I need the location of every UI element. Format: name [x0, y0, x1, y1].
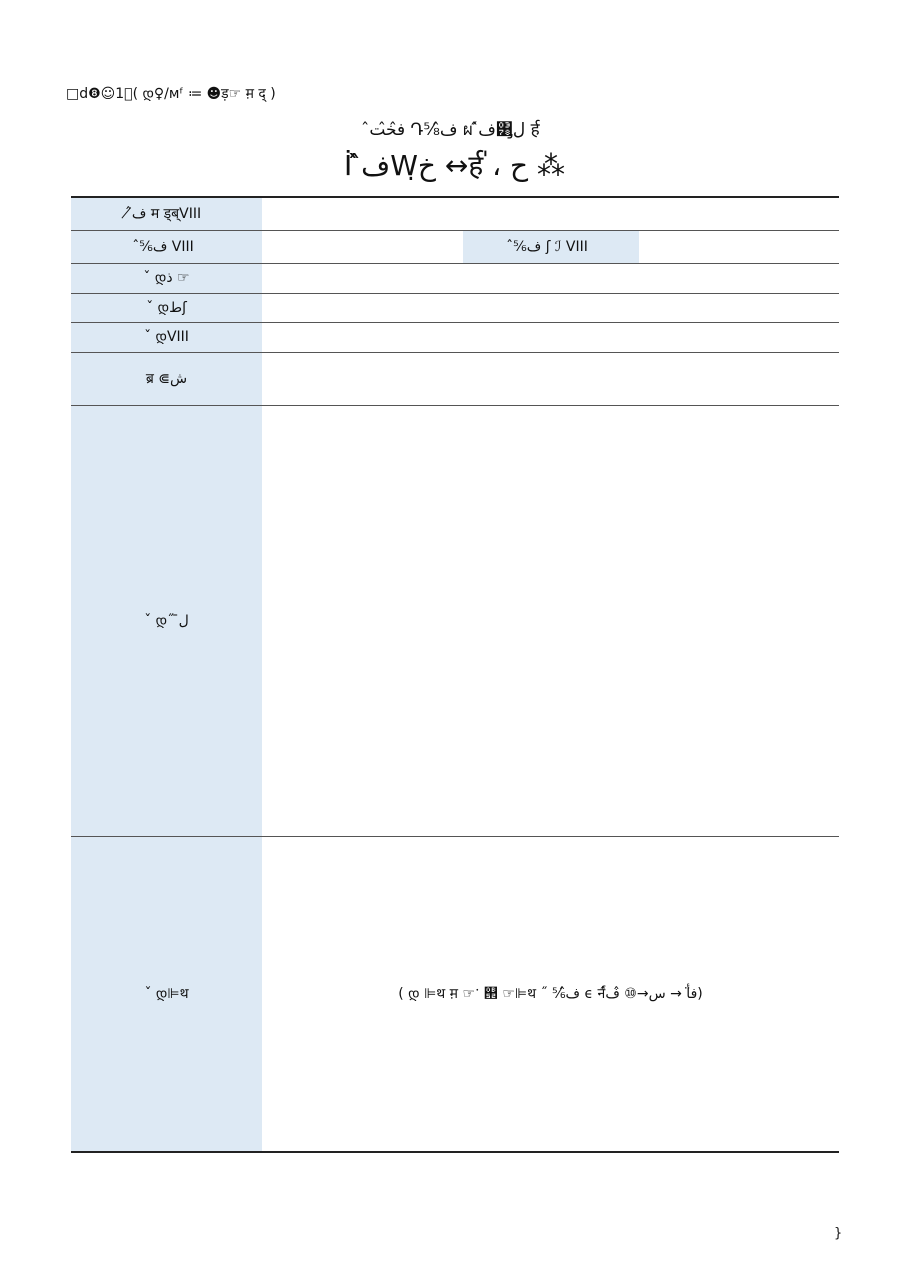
form-row — [71, 230, 839, 263]
form-row — [71, 322, 839, 352]
field-label: ̂ف̸ म ड्ब्VIII — [71, 197, 262, 230]
split-row — [262, 231, 839, 263]
field-value[interactable] — [639, 231, 840, 263]
form-row — [71, 352, 839, 405]
field-value[interactable] — [262, 322, 839, 352]
field-value[interactable] — [262, 352, 839, 405]
document-code: □d❽☺1ᷟ( დ♀/мᶠ ≔ ☻ड़☞ म़ द् ) — [66, 86, 276, 102]
field-value[interactable] — [262, 231, 463, 263]
field-value[interactable] — [262, 263, 839, 293]
field-value[interactable]: ( დ ⊫थ म़ ☞ॱ ୒ ☞⊫थ ˝ ⅚̂ف ϵ र्न̂ف̈أ → س→⑩ ̂ف) — [262, 836, 839, 1152]
field-label: ब्र ⋐ش — [71, 352, 262, 405]
field-value[interactable] — [262, 293, 839, 322]
form-row — [71, 836, 839, 1152]
page-number: } — [834, 1226, 843, 1241]
field-label: ⅚̂ف ʃ ℐ VIII — [463, 231, 639, 263]
form-row — [71, 293, 839, 322]
form-row — [71, 197, 839, 230]
field-label: ˇ დ⊫थ — [71, 836, 262, 1152]
field-value[interactable] — [262, 197, 839, 230]
field-label: ˇ დذ ☞ — [71, 263, 262, 293]
form-table — [71, 196, 839, 1153]
document-subtitle: ̂ف̂خ̂ت Դ⅝̂ف ผ ̂ف́͸ل̡ र्ह — [369, 120, 540, 140]
form-row — [71, 405, 839, 836]
form-row — [71, 263, 839, 293]
field-label: ˇ დ˝ ل̄ — [71, 405, 262, 836]
field-label: ⅚̂ف VIII — [71, 230, 262, 263]
field-label: ˇ დطʃ — [71, 293, 262, 322]
field-value[interactable] — [262, 405, 839, 836]
document-title: İ ̂ف̀Wخ̣ ↔र्ह॑ ، ح ⁂ — [343, 149, 566, 182]
field-value-split — [262, 230, 839, 263]
field-label: ˇ დVIII — [71, 322, 262, 352]
